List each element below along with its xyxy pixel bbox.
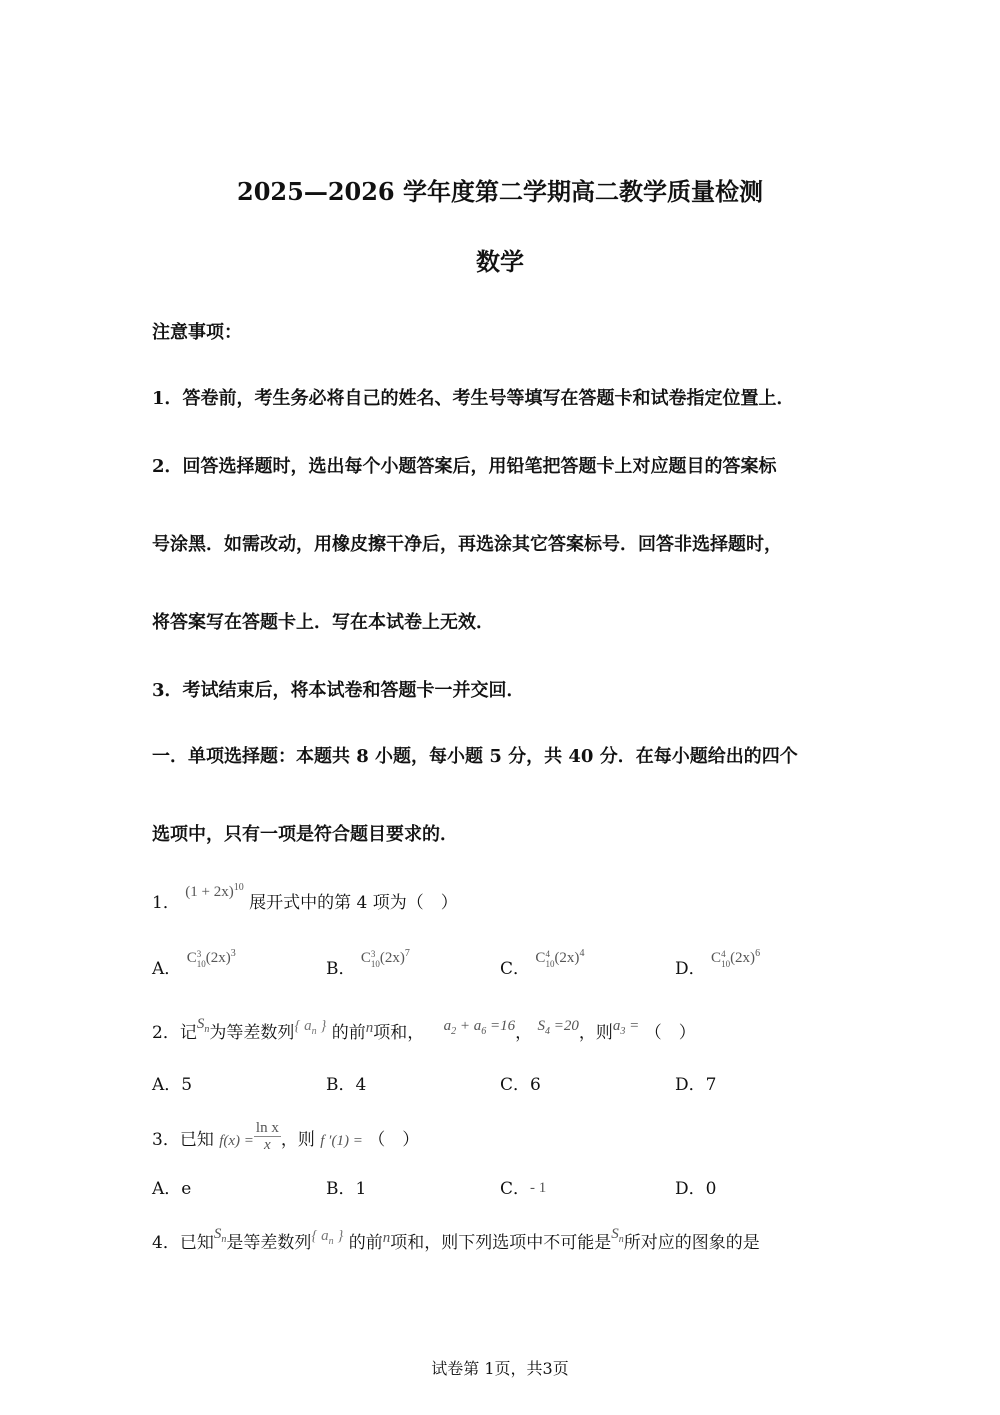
- option-math: C 3 10 $(2x)^7$: [360, 948, 410, 969]
- question-number: 1．: [152, 893, 180, 913]
- page-footer: 试卷第 1页，共3页: [431, 1359, 569, 1378]
- question-4: 4．已知$S_n$是等差数列{ $a_n$ } 的前n项和，则下列选项中不可能是$S_n$所对应的图象的是: [152, 1226, 760, 1253]
- math-sn: $S_n$: [611, 1226, 624, 1245]
- math-n: n: [365, 1020, 374, 1036]
- q3-option-a: A．e: [152, 1179, 192, 1199]
- option-math: C 4 10 $(2x)^6$: [711, 948, 761, 969]
- question-3: 3．已知 f(x) = $\frac{\text{ln x}}{x}$ ，则 f ′(1) = （ ）: [152, 1120, 420, 1153]
- question-number: 4．: [152, 1233, 180, 1253]
- option-math: C 4 10 $(2x)^4$: [535, 948, 585, 969]
- math-derivative: f ′(1) =: [320, 1133, 363, 1149]
- q2-option-d: D．7: [675, 1075, 717, 1095]
- math-function: f(x) =: [219, 1133, 254, 1149]
- question-2: 2．记$S_n$为等差数列{ $a_n$ } 的前n项和， $a_2 + a_6 =16$， $S_4 =20$，则$a_3$ = （ ）: [152, 1016, 696, 1043]
- math-fraction: $\frac{\text{ln x}}{x}$: [255, 1120, 279, 1153]
- question-number: 2．: [152, 1023, 180, 1043]
- question-1: [152, 882, 458, 913]
- q2-option-b: B．4: [326, 1075, 367, 1095]
- math-sn: $S_n$: [196, 1016, 210, 1035]
- q1-option-c: C． C 4 10 $(2x)^4$: [500, 948, 585, 979]
- note-item-1: 1．答卷前，考生务必将自己的姓名、考生号等填写在答题卡和试卷指定位置上．: [152, 388, 795, 409]
- q1-option-d: D． C 4 10 $(2x)^6$: [675, 948, 761, 979]
- math-sequence: { $a_n$ }: [311, 1228, 344, 1247]
- q1-option-b: B． C 3 10 $(2x)^7$: [326, 948, 410, 979]
- option-math: C 3 10 $(2x)^3$: [186, 948, 236, 969]
- section-1-heading-line-2: 选项中，只有一项是符合题目要求的．: [152, 824, 458, 845]
- notes-heading: 注意事项：: [152, 322, 242, 343]
- math-condition-1: $a_2 + a_6 =16$: [443, 1018, 516, 1037]
- q2-option-a: A．5: [152, 1075, 193, 1095]
- exam-title: 2025—2026 学年度第二学期高二教学质量检测: [237, 177, 763, 206]
- math-condition-2: $S_4 =20$: [537, 1018, 579, 1037]
- math-expression: $(1 + 2x)^{10}$: [185, 882, 244, 900]
- note-item-3: 3．考试结束后，将本试卷和答题卡一并交回．: [152, 680, 525, 701]
- q3-option-b: B．1: [326, 1179, 367, 1199]
- question-text: 展开式中的第 4 项为（ ）: [249, 893, 458, 913]
- math-a3: $a_3$ =: [612, 1018, 640, 1037]
- note-item-2-line-3: 将答案写在答题卡上．写在本试卷上无效．: [152, 612, 494, 633]
- math-sn: $S_n$: [213, 1226, 227, 1245]
- q1-option-a: A． C 3 10 $(2x)^3$: [152, 948, 236, 979]
- q3-option-c: C．- 1: [500, 1179, 547, 1199]
- section-1-heading-line-1: 一．单项选择题：本题共 8 小题，每小题 5 分，共 40 分．在每小题给出的四个: [152, 746, 798, 767]
- note-item-2-line-1: 2．回答选择题时，选出每个小题答案后，用铅笔把答题卡上对应题目的答案标: [152, 456, 777, 477]
- math-sequence: { $a_n$ }: [294, 1018, 327, 1037]
- q3-option-d: D．0: [675, 1179, 717, 1199]
- note-item-2-line-2: 号涂黑．如需改动，用橡皮擦干净后，再选涂其它答案标号．回答非选择题时，: [152, 534, 782, 555]
- q2-option-c: C．6: [500, 1075, 541, 1095]
- math-n: n: [382, 1230, 391, 1246]
- question-number: 3．: [152, 1130, 180, 1150]
- subject-title: 数学: [476, 247, 524, 276]
